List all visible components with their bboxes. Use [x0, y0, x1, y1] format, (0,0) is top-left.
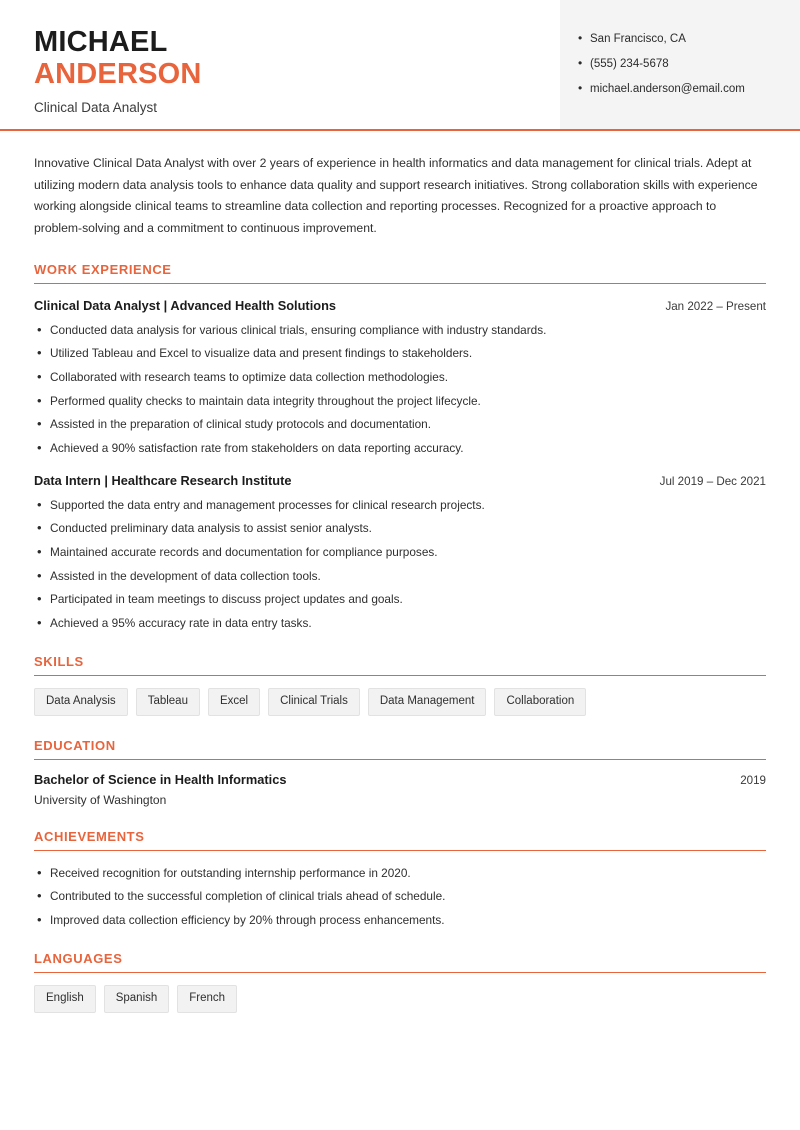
resume-body — [0, 153, 800, 1053]
list-item: • Improved data collection efficiency by 20% through process enhancements. — [34, 912, 766, 929]
job-title: Clinical Data Analyst — [34, 99, 158, 115]
section-title-achievements: ACHIEVEMENTS — [34, 829, 766, 851]
list-item: • Achieved a 95% accuracy rate in data entry tasks. — [34, 615, 766, 632]
section-education — [34, 738, 766, 807]
experience-entry-header — [34, 473, 766, 488]
skills-chip-list — [34, 688, 766, 716]
list-item: • Utilized Tableau and Excel to visualize data and present findings to stakeholders. — [34, 345, 766, 362]
list-item: • Participated in team meetings to discuss project updates and goals. — [34, 591, 766, 608]
professional-summary: Innovative Clinical Data Analyst with over 2 years of experience in health informatics and data management for clinical trials. Adept at utilizing modern data analysis tools to enhance data quality and support research initiatives. Strong collaboration skills with experience working alongside clinical teams to streamline data collection and reporting processes. Recognized for a proactive approach to problem-solving and a commitment to continuous improvement. — [34, 155, 758, 236]
section-title-languages: LANGUAGES — [34, 951, 766, 973]
list-item: • Received recognition for outstanding internship performance in 2020. — [34, 865, 766, 882]
list-item: • Assisted in the preparation of clinical study protocols and documentation. — [34, 416, 766, 433]
list-item: • Assisted in the development of data collection tools. — [34, 568, 766, 585]
language-chip: Spanish — [104, 985, 170, 1013]
language-chip: English — [34, 985, 96, 1013]
experience-title: Data Intern | Healthcare Research Institute — [34, 472, 292, 488]
experience-date: Jul 2019 – Dec 2021 — [659, 474, 766, 488]
skill-chip: Data Management — [368, 688, 487, 716]
list-item: • Achieved a 90% satisfaction rate from stakeholders on data reporting accuracy. — [34, 440, 766, 457]
skill-chip: Collaboration — [494, 688, 586, 716]
education-entry — [34, 772, 766, 787]
list-item: • Conducted data analysis for various clinical trials, ensuring compliance with industry standards. — [34, 322, 766, 339]
section-languages — [34, 951, 766, 1013]
contact-email[interactable]: • michael.anderson@email.com — [578, 82, 786, 97]
header-identity — [0, 18, 202, 129]
language-chip: French — [177, 985, 237, 1013]
section-title-skills: SKILLS — [34, 654, 766, 676]
section-work-experience — [34, 262, 766, 632]
section-achievements — [34, 829, 766, 929]
section-title-education: EDUCATION — [34, 738, 766, 760]
skill-chip: Excel — [208, 688, 260, 716]
list-item: • Contributed to the successful completion of clinical trials ahead of schedule. — [34, 888, 766, 905]
contact-phone: • (555) 234-5678 — [578, 57, 786, 72]
list-item: • Collaborated with research teams to optimize data collection methodologies. — [34, 369, 766, 386]
contact-location: • San Francisco, CA — [578, 32, 786, 47]
languages-chip-list — [34, 985, 766, 1013]
education-year: 2019 — [740, 773, 766, 787]
section-skills — [34, 654, 766, 716]
skill-chip: Clinical Trials — [268, 688, 360, 716]
education-degree: Bachelor of Science in Health Informatics — [34, 771, 287, 787]
list-item: • Supported the data entry and management processes for clinical research projects. — [34, 497, 766, 514]
last-name: ANDERSON — [34, 58, 202, 91]
first-name: MICHAEL — [34, 26, 168, 58]
section-title-work-experience: WORK EXPERIENCE — [34, 262, 766, 284]
experience-entry-header — [34, 298, 766, 313]
experience-bullets — [34, 497, 766, 632]
list-item: • Performed quality checks to maintain data integrity throughout the project lifecycle. — [34, 393, 766, 410]
achievements-list — [34, 865, 766, 929]
list-item: • Maintained accurate records and documentation for compliance purposes. — [34, 544, 766, 561]
education-school: University of Washington — [34, 792, 167, 807]
list-item: • Conducted preliminary data analysis to assist senior analysts. — [34, 520, 766, 537]
experience-title: Clinical Data Analyst | Advanced Health Solutions — [34, 297, 337, 313]
experience-entry — [34, 473, 766, 632]
experience-entry — [34, 298, 766, 457]
skill-chip: Data Analysis — [34, 688, 128, 716]
experience-date: Jan 2022 – Present — [665, 299, 766, 313]
experience-bullets — [34, 322, 766, 457]
resume-header — [0, 0, 800, 131]
skill-chip: Tableau — [136, 688, 200, 716]
contact-panel — [560, 0, 800, 129]
